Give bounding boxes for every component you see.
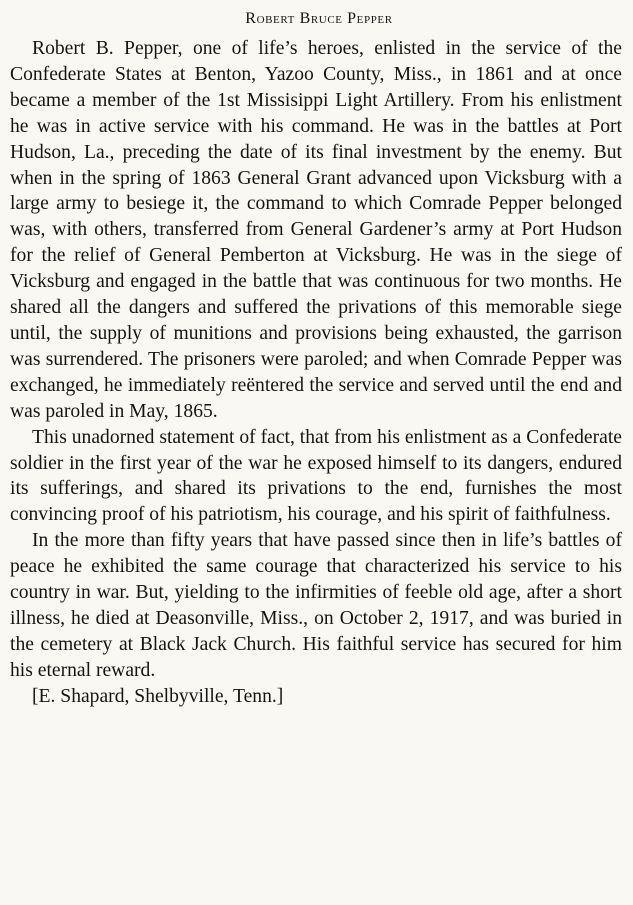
paragraph-patriotism: This unadorned statement of fact, that from his enlistment as a Confederate soldier in the first year of the war he exposed himself to its dangers, endured its sufferings, and shared its privations to the end, furnishes the most convincing proof of his patriotism, his courage, and his spirit of faithfulness. — [10, 426, 622, 526]
author-signature: [E. Shapard, Shelbyville, Tenn.] — [32, 685, 284, 707]
paragraph-death: In the more than fifty years that have passed since then in life’s battles of peace he exhibited the same courage that characterized his service to his country in war. But, yielding to the infirmities of feeble old age, after a short illness, he died at Deasonville, Miss., on October 2, 1917, and was buried in the cemetery at Black Jack Church. His faithful service has secured for him his eternal reward. — [10, 530, 622, 681]
obituary-article — [10, 8, 622, 710]
article-title: Robert Bruce Pepper — [245, 10, 393, 27]
paragraph-service-record: Robert B. Pepper, one of life’s heroes, enlisted in the service of the Confederate States at Benton, Yazoo County, Miss., in 1861 and at once became a member of the 1st Missisippi Light Artillery. From his enlistment he was in active service with his command. He was in the battles at Port Hudson, La., preceding the date of its final investment by the enemy. But when in the spring of 1863 General Grant advanced upon Vicksburg with a large army to besiege it, the command to which Comrade Pepper belonged was, with others, transferred from General Gardener’s army at Port Hudson for the relief of General Pemberton at Vicksburg. He was in the siege of Vicksburg and engaged in the battle that was continuous for two months. He shared all the dangers and suffered the privations of this memorable siege until, the supply of munitions and provisions being exhausted, the garrison was surrendered. The prisoners were paroled; and when Comrade Pepper was exchanged, he immediately reëntered the service and served until the end and was paroled in May, 1865. — [10, 38, 622, 422]
